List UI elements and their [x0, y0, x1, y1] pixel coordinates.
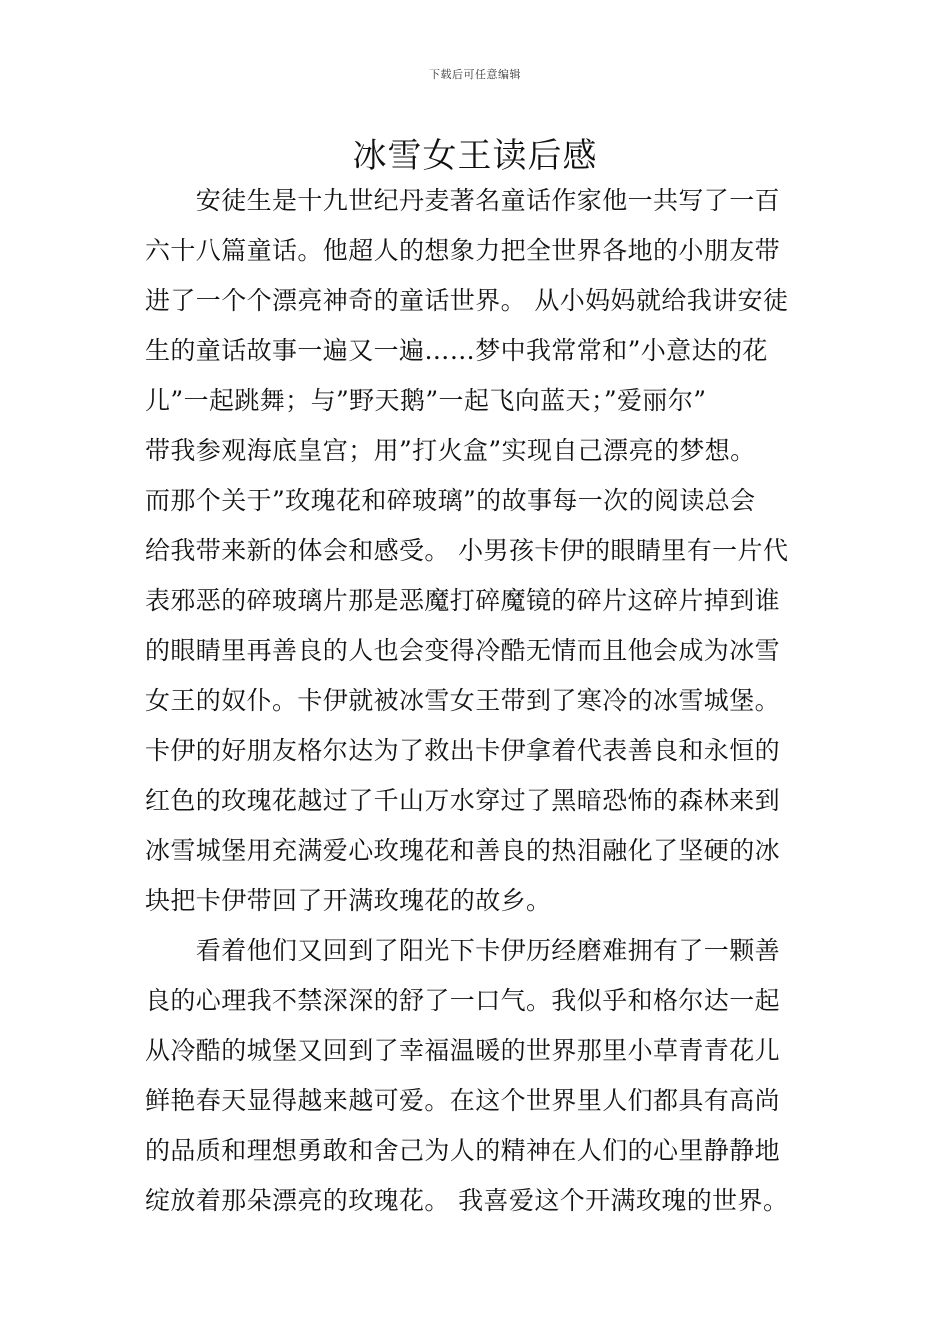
- text-line: 鲜艳春天显得越来越可爱。在这个世界里人们都具有高尚: [145, 1086, 781, 1115]
- text-line: 六十八篇童话。他超人的想象力把全世界各地的小朋友带: [145, 236, 781, 265]
- text-line: 生的童话故事一遍又一遍……梦中我常常和”小意达的花: [145, 336, 768, 365]
- document-title: 冰雪女王读后感: [352, 136, 598, 176]
- essay-body: [145, 176, 810, 1226]
- text-line: 表邪恶的碎玻璃片那是恶魔打碎魔镜的碎片这碎片掉到谁: [145, 586, 781, 615]
- text-line: 儿”一起跳舞；与”野天鹅”一起飞向蓝天；”爱丽尔”: [145, 386, 707, 415]
- text-line: 卡伊的好朋友格尔达为了救出卡伊拿着代表善良和永恒的: [145, 736, 781, 765]
- text-line: 良的心理我不禁深深的舒了一口气。我似乎和格尔达一起: [145, 986, 781, 1015]
- text-line: 女王的奴仆。卡伊就被冰雪女王带到了寒冷的冰雪城堡。: [145, 686, 781, 715]
- text-line: 从冷酷的城堡又回到了幸福温暖的世界那里小草青青花儿: [145, 1036, 781, 1065]
- header-note: 下载后可任意编辑: [429, 68, 521, 81]
- text-line: 而那个关于”玫瑰花和碎玻璃”的故事每一次的阅读总会: [145, 486, 756, 515]
- text-line: 的品质和理想勇敢和舍己为人的精神在人们的心里静静地: [145, 1136, 781, 1165]
- text-line: 进了一个个漂亮神奇的童话世界。 从小妈妈就给我讲安徒: [145, 286, 789, 315]
- text-line: 安徒生是十九世纪丹麦著名童话作家他一共写了一百: [145, 186, 781, 215]
- text-line: 红色的玫瑰花越过了千山万水穿过了黑暗恐怖的森林来到: [145, 786, 781, 815]
- text-line: 给我带来新的体会和感受。 小男孩卡伊的眼睛里有一片代: [145, 536, 789, 565]
- text-line: 的眼睛里再善良的人也会变得冷酷无情而且他会成为冰雪: [145, 636, 781, 665]
- text-line: 冰雪城堡用充满爱心玫瑰花和善良的热泪融化了坚硬的冰: [145, 836, 781, 865]
- text-line: 看着他们又回到了阳光下卡伊历经磨难拥有了一颗善: [145, 936, 781, 965]
- text-line: 块把卡伊带回了开满玫瑰花的故乡。: [145, 886, 552, 915]
- text-line: 绽放着那朵漂亮的玫瑰花。 我喜爱这个开满玫瑰的世界。: [145, 1186, 789, 1215]
- text-line: 带我参观海底皇宫；用”打火盒”实现自己漂亮的梦想。: [145, 436, 756, 465]
